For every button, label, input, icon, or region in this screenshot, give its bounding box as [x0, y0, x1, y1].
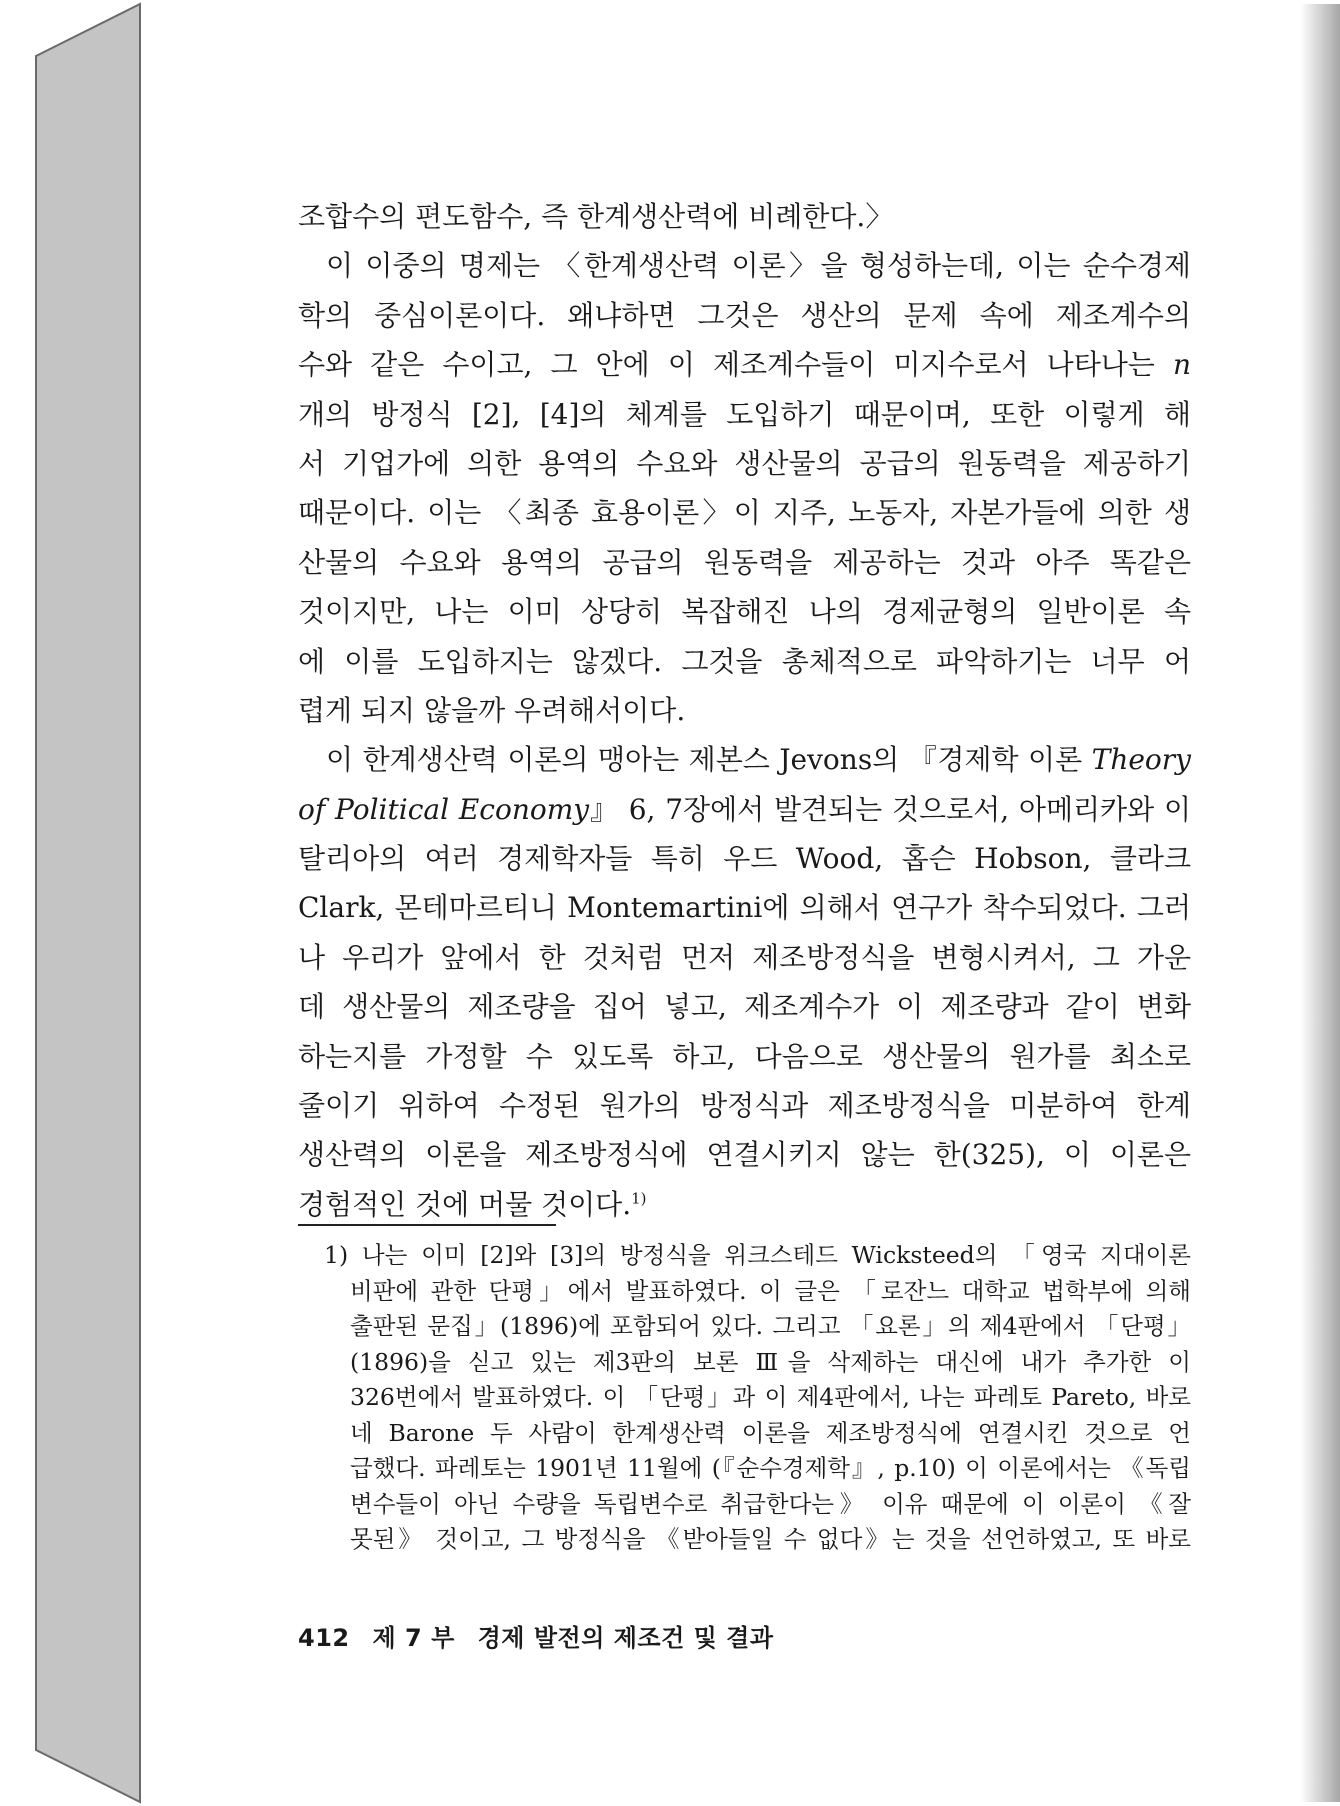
- part-label: 제 7 부: [372, 1624, 455, 1652]
- body-line: 데 생산물의 제조량을 집어 넣고, 제조계수가 이 제조량과 같이 변화: [298, 990, 1191, 1024]
- body-line: 하는지를 가정할 수 있도록 하고, 다음으로 생산물의 원가를 최소로: [298, 1039, 1191, 1073]
- body-line: 생산력의 이론을 제조방정식에 연결시키지 않는 한(325), 이 이론은: [298, 1138, 1191, 1172]
- italic-term: Theory: [1091, 743, 1191, 777]
- footnote-line: 못된》 것이고, 그 방정식을 《받아들일 수 없다》는 것을 선언하였고, 또 바로: [350, 1525, 1191, 1553]
- footnote-line: 네 Barone 두 사람이 한계생산력 이론을 제조방정식에 연결시킨 것으로 언: [350, 1418, 1191, 1447]
- italic-term: of Political Economy: [298, 792, 590, 826]
- body-line: 때문이다. 이는 〈최종 효용이론〉이 지주, 노동자, 자본가들에 의한 생: [298, 496, 1191, 530]
- body-line: 개의 방정식 [2], [4]의 체계를 도입하기 때문이며, 또한 이렇게 해: [298, 397, 1191, 431]
- footnote-line: 1) 나는 이미 [2]와 [3]의 방정식을 위크스테드 Wicksteed의 「영국 지대이론: [324, 1241, 1191, 1269]
- page-footer: [298, 1618, 788, 1653]
- book-spine-face: [36, 4, 140, 1802]
- body-line: 탈리아의 여러 경제학자들 특히 우드 Wood, 홉슨 Hobson, 클라크: [298, 842, 1191, 876]
- body-line: of Political Economy』 6, 7장에서 발견되는 것으로서, 아메리카와 이: [298, 792, 1191, 826]
- italic-term: n: [1172, 348, 1191, 382]
- body-line: 렵게 되지 않을까 우려해서이다.: [298, 693, 686, 727]
- body-line: Clark, 몬테마르티니 Montemartini에 의해서 연구가 착수되었다. 그러: [298, 891, 1191, 925]
- body-line: 조합수의 편도함수, 즉 한계생산력에 비례한다.〉: [298, 200, 894, 233]
- body-line: 나 우리가 앞에서 한 것처럼 먼저 제조방정식을 변형시켜서, 그 가운: [298, 940, 1191, 974]
- footnote-separator-rule: [298, 1224, 556, 1226]
- body-line: 이 한계생산력 이론의 맹아는 제본스 Jevons의 『경제학 이론 Theory: [326, 743, 1191, 777]
- footnote-reference[interactable]: 1): [631, 1189, 647, 1208]
- main-body-text: [298, 192, 1191, 1229]
- body-line: 것이지만, 나는 이미 상당히 복잡해진 나의 경제균형의 일반이론 속: [298, 595, 1191, 629]
- footnote-line: (1896)을 싣고 있는 제3판의 보론 Ⅲ을 삭제하는 대신에 내가 추가한 이: [350, 1347, 1191, 1376]
- footnote-line: 비판에 관한 단평」에서 발표하였다. 이 글은 「로잔느 대학교 법학부에 의해: [350, 1276, 1191, 1305]
- body-line: 산물의 수요와 용역의 공급의 원동력을 제공하는 것과 아주 똑같은: [298, 545, 1191, 579]
- body-line: 이 이중의 명제는 〈한계생산력 이론〉을 형성하는데, 이는 순수경제: [326, 249, 1191, 283]
- footnote-line: 326번에서 발표하였다. 이 「단평」과 이 제4판에서, 나는 파레토 Pareto, 바로: [350, 1383, 1191, 1411]
- footnote-line: 변수들이 아닌 수량을 독립변수로 취급한다는》 이유 때문에 이 이론이 《잘: [350, 1489, 1191, 1518]
- body-line: 학의 중심이론이다. 왜냐하면 그것은 생산의 문제 속에 제조계수의: [298, 298, 1191, 332]
- body-line: 줄이기 위하여 수정된 원가의 방정식과 제조방정식을 미분하여 한계: [298, 1089, 1191, 1123]
- body-line-text: 경험적인 것에 머물 것이다.: [298, 1187, 632, 1221]
- chapter-title: 경제 발전의 제조건 및 결과: [477, 1624, 774, 1652]
- body-line-last: [298, 1180, 1191, 1229]
- body-line: 수와 같은 수이고, 그 안에 이 제조계수들이 미지수로서 나타나는 n: [298, 348, 1191, 382]
- footnote-line: 출판된 문집」(1896)에 포함되어 있다. 그리고 「요론」의 제4판에서 「단평」: [350, 1312, 1191, 1340]
- footnote-block: [324, 1238, 1191, 1558]
- page-edge-shadow: [1300, 4, 1340, 1802]
- footnote-line: 급했다. 파레토는 1901년 11월에 (『순수경제학』, p.10) 이 이론에서는 《독립: [350, 1454, 1191, 1482]
- body-line: 서 기업가에 의한 용역의 수요와 생산물의 공급의 원동력을 제공하기: [298, 446, 1191, 480]
- page-number: 412: [298, 1624, 350, 1652]
- body-line: 에 이를 도입하지는 않겠다. 그것을 총체적으로 파악하기는 너무 어: [298, 644, 1191, 678]
